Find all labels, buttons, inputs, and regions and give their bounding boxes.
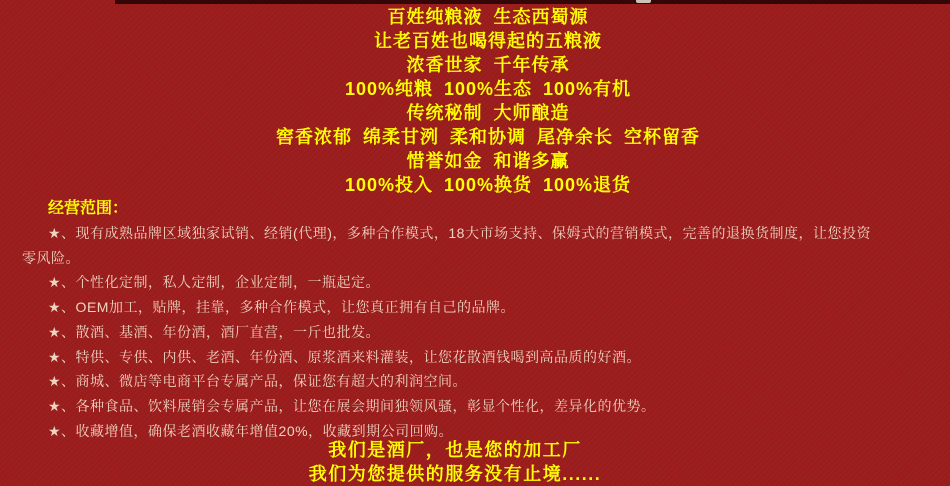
- slogan-line-2: 让老百姓也喝得起的五粮液: [374, 31, 602, 51]
- slogan-line-8: 100%投入 100%换货 100%退货: [344, 175, 632, 195]
- business-scope-section: [0, 197, 950, 443]
- scope-item-ecommerce: ★、商城、微店等电商平台专属产品，保证您有超大的利润空间。: [48, 373, 468, 390]
- scope-item-custom-order: ★、个性化定制，私人定制，企业定制，一瓶起定。: [48, 274, 381, 291]
- slogan-line-4: 100%纯粮 100%生态 100%有机: [344, 79, 632, 99]
- scope-item-special-supply: ★、特供、专供、内供、老酒、年份酒、原浆酒来料灌装，让您花散酒钱喝到高品质的好酒。: [48, 348, 642, 365]
- slogan-block: [13, 5, 950, 197]
- slogan-line-6: 窖香浓郁 绵柔甘洌 柔和协调 尾净余长 空杯留香: [275, 127, 700, 147]
- business-scope-title: 经营范围：: [48, 200, 129, 217]
- scope-item-oem: ★、OEM加工，贴牌，挂靠，多种合作模式，让您真正拥有自己的品牌。: [48, 299, 515, 316]
- top-dark-bar: [115, 0, 950, 4]
- slogan-line-5: 传统秘制 大师酿造: [406, 103, 570, 123]
- scope-item-bulk-liquor: ★、散酒、基酒、年份酒，酒厂直营，一斤也批发。: [48, 323, 381, 340]
- slogan-line-7: 惜誉如金 和谐多赢: [406, 151, 570, 171]
- slogan-line-1: 百姓纯粮液 生态西蜀源: [387, 7, 589, 27]
- footer-block: [0, 438, 930, 486]
- footer-line-1: 我们是酒厂，也是您的加工厂: [328, 440, 582, 460]
- scope-item-collection-value: ★、收藏增值，确保老酒收藏年增值20%，收藏到期公司回购。: [48, 422, 454, 439]
- footer-line-2: 我们为您提供的服务没有止境......: [308, 464, 602, 484]
- slogan-line-3: 浓香世家 千年传承: [406, 55, 570, 75]
- scope-item-exhibition: ★、各种食品、饮料展销会专属产品，让您在展会期间独领风骚，彰显个性化，差异化的优势。: [48, 397, 656, 414]
- scrollbar-nub[interactable]: [636, 0, 651, 3]
- scope-item-brand-distribution: ★、现有成熟品牌区域独家试销、经销(代理)，多种合作模式，18大市场支持、保姆式的营销模式，完善的退换货制度，让您投资零风险。: [22, 225, 871, 266]
